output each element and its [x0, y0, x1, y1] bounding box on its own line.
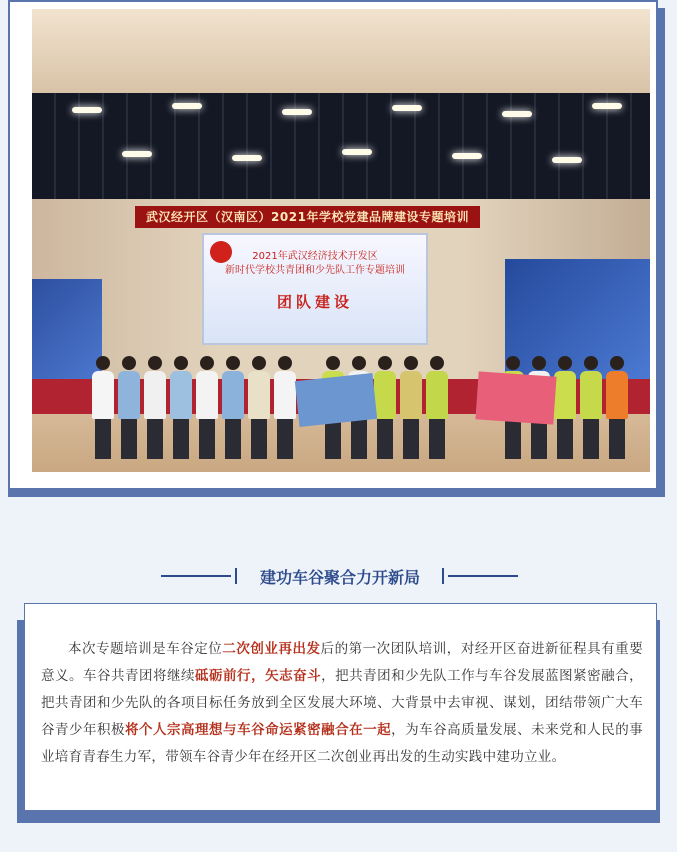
screen-line-2: 新时代学校共青团和少先队工作专题培训	[225, 265, 405, 276]
blue-flag	[295, 373, 377, 427]
ceiling-light	[282, 109, 312, 115]
title-decor-bar-left	[235, 568, 237, 584]
text-span: 本次专题培训是车谷定位	[68, 641, 223, 657]
highlight-text: 将个人宗高理想与车谷命运紧密融合在一起	[125, 722, 392, 738]
person	[580, 356, 602, 459]
photo-card	[8, 0, 665, 497]
highlight-text: 二次创业再出发	[222, 641, 321, 657]
text-span: ，把共青团和少先队工作与车谷发展蓝图紧密融合，把共青团和少先队的各项目标任务放到全区发展大环境、大背景中去审视、谋划，团结带领广大车谷青少年积极	[41, 668, 643, 738]
ceiling-light	[232, 155, 262, 161]
pink-flag	[475, 371, 556, 424]
ceiling-light	[592, 103, 622, 109]
title-decor-bar-right	[442, 568, 444, 584]
photo-ceiling	[32, 9, 650, 93]
text-span: ，为车谷高质量发展、未来党和人民的事业培育青春生力军，带领车谷青少年在经开区二次创业再出发的生动实践中建功立业。	[41, 722, 643, 765]
person	[554, 356, 576, 459]
person	[248, 356, 270, 459]
text-card	[24, 603, 657, 811]
person	[196, 356, 218, 459]
screen-line-1: 2021年武汉经济技术开发区	[252, 251, 378, 262]
person	[92, 356, 114, 459]
person	[144, 356, 166, 459]
ceiling-light	[452, 153, 482, 159]
title-decor-line-left	[161, 575, 231, 577]
group-photo	[32, 9, 650, 472]
person	[118, 356, 140, 459]
ceiling-light	[72, 107, 102, 113]
person	[606, 356, 628, 459]
ceiling-light	[392, 105, 422, 111]
ceiling-light	[172, 103, 202, 109]
person	[400, 356, 422, 459]
text-span: 后的第一次团队培训，对经开区奋进新征程具有重要意义。车谷共青团将继续	[41, 641, 643, 684]
section-heading	[0, 562, 677, 590]
section-title: 建功车谷聚合力开新局	[259, 568, 420, 587]
ceiling-light	[122, 151, 152, 157]
person	[374, 356, 396, 459]
person	[426, 356, 448, 459]
ceiling-light	[342, 149, 372, 155]
person	[170, 356, 192, 459]
ceiling-light	[552, 157, 582, 163]
highlight-text: 砥砺前行，矢志奋斗	[195, 668, 322, 684]
group-of-people	[92, 309, 632, 459]
title-decor-line-right	[448, 575, 518, 577]
person	[222, 356, 244, 459]
article-paragraph	[41, 636, 643, 771]
photo-frame	[8, 0, 658, 490]
ceiling-light	[502, 111, 532, 117]
photo-grid-ceiling	[32, 93, 650, 213]
person	[274, 356, 296, 459]
screen-line-3: 团队建设	[276, 293, 353, 311]
event-banner: 武汉经开区（汉南区）2021年学校党建品牌建设专题培训	[135, 206, 480, 228]
